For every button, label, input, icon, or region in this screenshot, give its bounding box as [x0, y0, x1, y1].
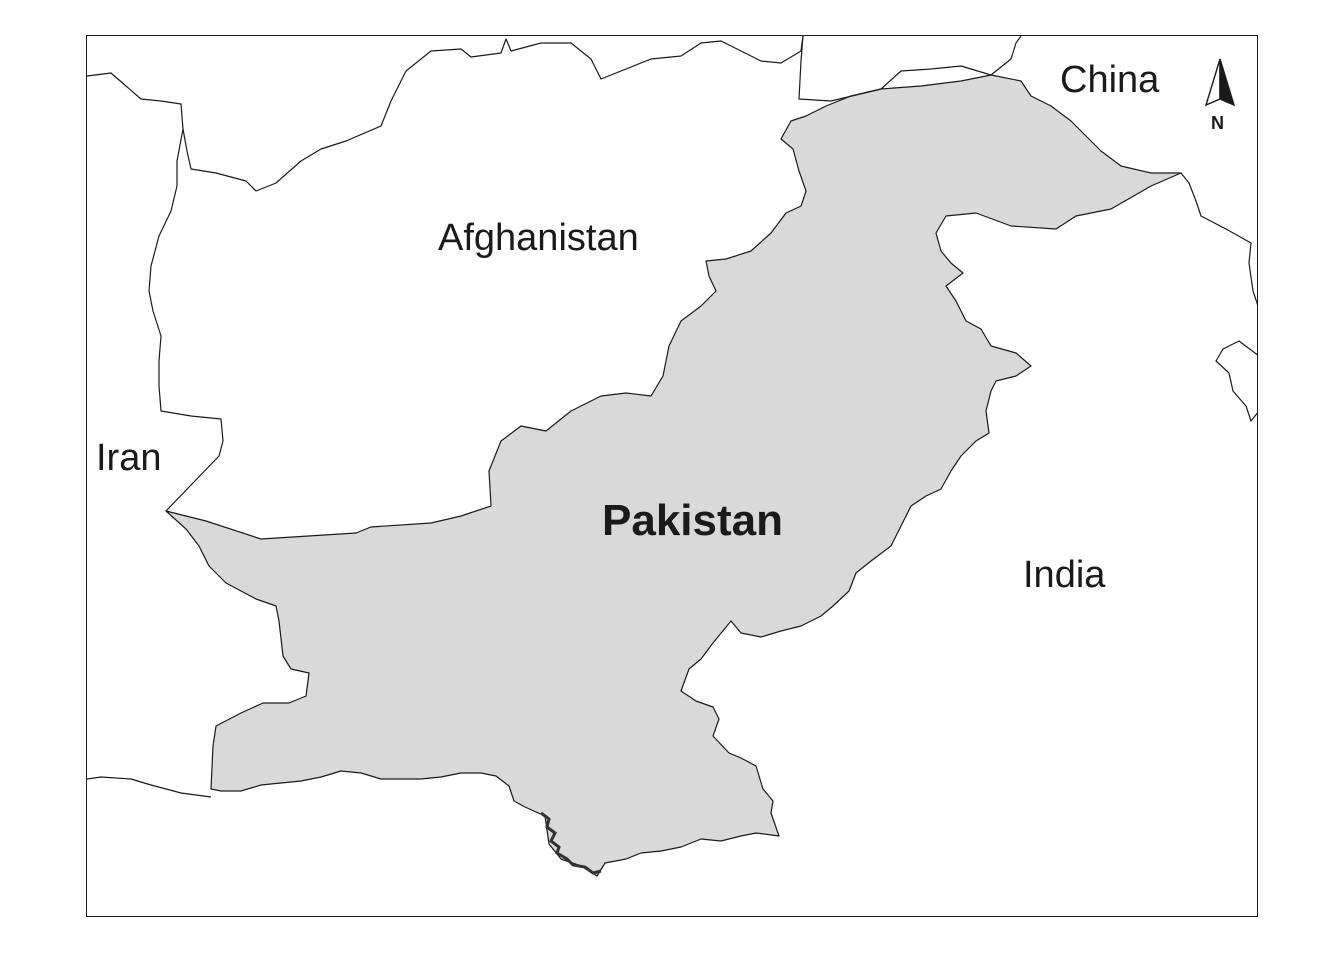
india-east-border: [1216, 341, 1258, 421]
country-label-pakistan: Pakistan: [602, 496, 783, 545]
north-arrow-label: N: [1211, 113, 1224, 133]
map-frame: [86, 35, 1258, 917]
pakistan-shape: [166, 75, 1181, 876]
india-china-border: [1181, 173, 1258, 309]
country-label-afghanistan: Afghanistan: [438, 217, 639, 259]
country-label-china: China: [1060, 59, 1160, 101]
country-label-india: India: [1023, 554, 1106, 596]
map-canvas: [87, 36, 1258, 917]
afghanistan-border: [87, 36, 803, 191]
country-label-iran: Iran: [96, 437, 162, 479]
iran-coastline: [87, 777, 211, 797]
